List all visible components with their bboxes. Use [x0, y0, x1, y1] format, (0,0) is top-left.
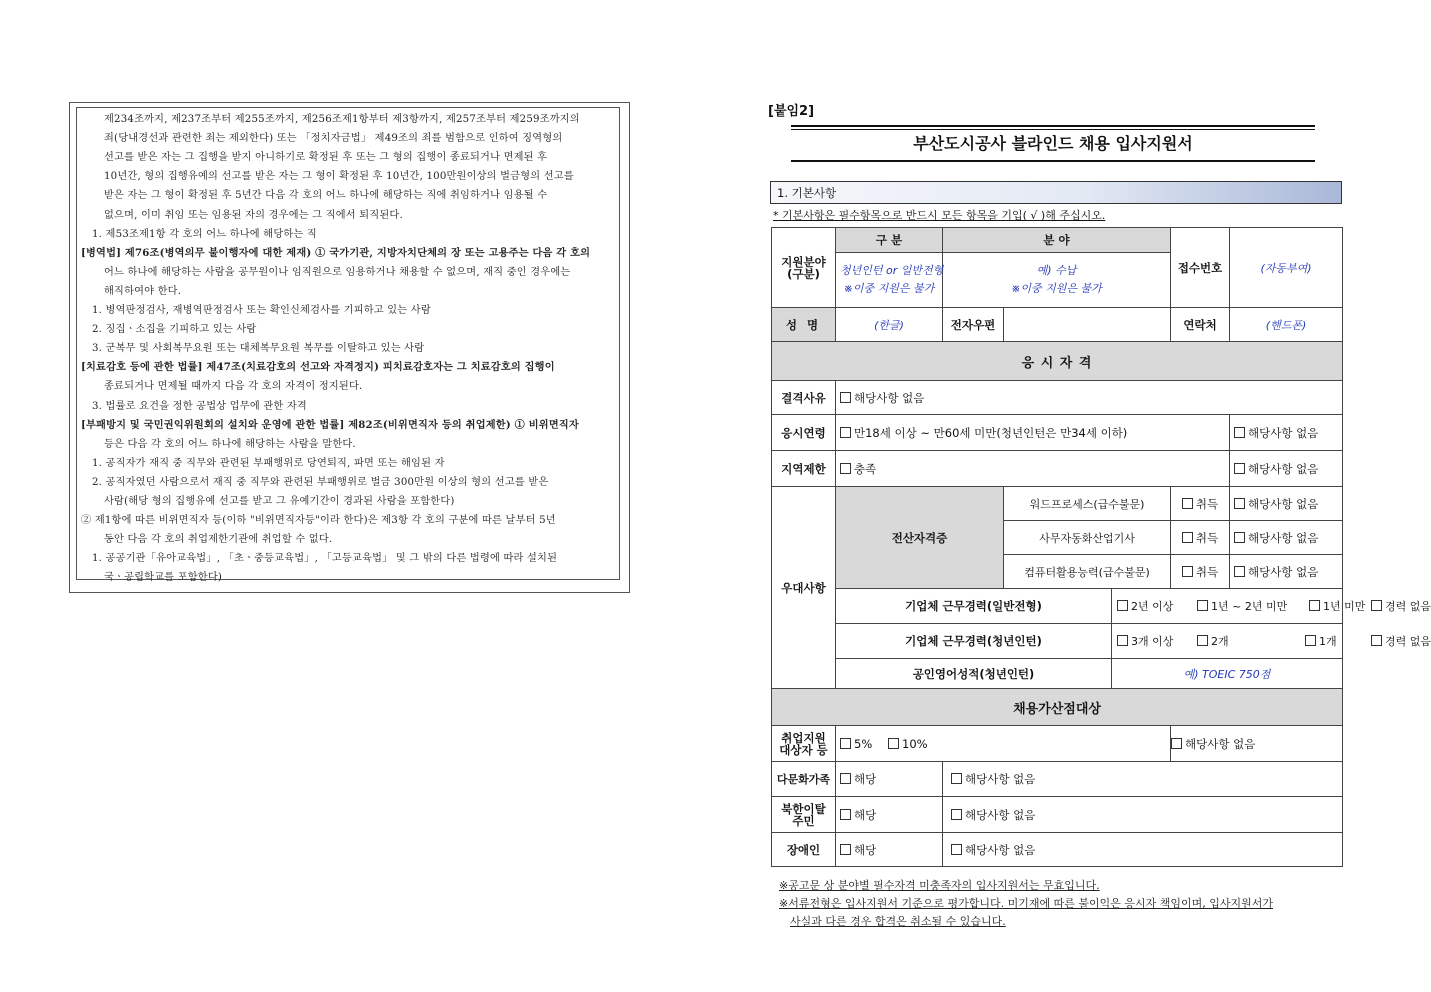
checkbox[interactable] — [840, 844, 851, 855]
checkbox[interactable] — [840, 392, 851, 403]
legal-text-line: 죄(당내경선과 관련한 죄는 제외한다) 또는 「정치자금법」 제49조의 죄를 범함으로 인하여 징역형의 — [104, 133, 563, 145]
legal-text-line: 10년간, 형의 집행유예의 선고를 받은 자는 그 형이 확정된 후 10년간, 100만원이상의 벌금형의 선고를 — [104, 171, 574, 183]
checkbox[interactable] — [1197, 635, 1208, 646]
phone-field[interactable]: (핸드폰) — [1230, 308, 1343, 342]
application-form-table — [771, 227, 1431, 867]
checkbox[interactable] — [840, 809, 851, 820]
support-field-label: 지원분야 (구분) — [772, 228, 836, 308]
age-none-option[interactable]: 해당사항 없음 — [1230, 415, 1343, 451]
legal-text-line: 3. 법률로 요건을 정한 공법상 업무에 관한 자격 — [92, 400, 307, 412]
employment-none-option[interactable]: 해당사항 없음 — [1171, 726, 1343, 762]
checkbox[interactable] — [888, 738, 899, 749]
checkbox[interactable] — [951, 844, 962, 855]
col-header-bunya: 분 야 — [943, 228, 1171, 253]
name-label: 성 명 — [772, 308, 836, 342]
footnote: ※서류전형은 입사지원서 기준으로 평가합니다. 미기재에 따른 불이익은 응시자 책임이며, 입사지원서가 — [779, 897, 1273, 910]
legal-text-line: [부패방지 및 국민권익위원회의 설치와 운영에 관한 법률] 제82조(비위면직자 등의 취업제한) ① 비위면직자 — [81, 418, 579, 431]
email-field[interactable] — [1004, 308, 1171, 342]
checkbox[interactable] — [1197, 600, 1208, 611]
legal-text-line: 사람(해당 형의 집행유예 선고를 받고 그 유예기간이 경과된 사람을 포함한다) — [104, 496, 455, 507]
career-option[interactable]: 1년 미만 — [1309, 598, 1371, 614]
career-option[interactable]: 2개 — [1197, 633, 1305, 649]
cert-name: 컴퓨터활용능력(급수불문) — [1004, 555, 1171, 589]
career-option[interactable]: 경력 없음 — [1371, 635, 1431, 648]
multicultural-none-option[interactable]: 해당사항 없음 — [943, 762, 1343, 797]
footnote: 사실과 다른 경우 합격은 취소될 수 있습니다. — [790, 915, 1006, 928]
receipt-number-value: (자동부여) — [1230, 228, 1343, 308]
career-option[interactable]: 경력 없음 — [1371, 600, 1431, 613]
legal-text-line: 받은 자는 그 형이 확정된 후 5년간 다음 각 호의 어느 하나에 해당하는 직에 취임하거나 임용될 수 — [104, 190, 548, 202]
career-intern-label: 기업체 근무경력(청년인턴) — [836, 624, 1112, 659]
multicultural-option[interactable]: 해당 — [836, 762, 943, 797]
defector-label: 북한이탈 주민 — [772, 797, 836, 833]
cert-name: 사무자동화산업기사 — [1004, 521, 1171, 555]
disabled-label: 장애인 — [772, 833, 836, 867]
legal-text-line: 1. 제53조제1항 각 호의 어느 하나에 해당하는 직 — [92, 228, 317, 240]
legal-text-line: 제234조까지, 제237조부터 제255조까지, 제256조제1항부터 제3항까지, 제257조부터 제259조까지의 — [104, 114, 580, 125]
career-option[interactable]: 1년 ~ 2년 미만 — [1197, 598, 1309, 614]
checkbox[interactable] — [840, 427, 851, 438]
checkbox[interactable] — [840, 773, 851, 784]
legal-text-line: 없으며, 이미 취임 또는 임용된 자의 경우에는 그 직에서 퇴직된다. — [104, 209, 403, 221]
disabled-none-option[interactable]: 해당사항 없음 — [943, 833, 1343, 867]
disqualify-label: 결격사유 — [772, 381, 836, 415]
checkbox[interactable] — [1305, 635, 1316, 646]
gubun-value-field[interactable]: 청년인턴 or 일반전형 ※이중 지원은 불가 — [836, 253, 943, 308]
legal-text-line: 2. 공직자였던 사람으로서 재직 중 직무와 관련된 부패행위로 벌금 300만원 이상의 형의 선고를 받은 — [92, 476, 549, 488]
receipt-number-label: 접수번호 — [1171, 228, 1230, 308]
cert-acquired-option[interactable]: 취득 — [1171, 521, 1230, 555]
legal-text-frame — [69, 102, 630, 593]
age-option[interactable]: 만18세 이상 ~ 만60세 미만(청년인턴은 만34세 이하) — [836, 415, 1230, 451]
region-label: 지역제한 — [772, 451, 836, 487]
legal-text-line: [치료감호 등에 관한 법률] 제47조(치료감호의 선고와 자격정지) 피치료감호자는 그 치료감호의 집행이 — [81, 361, 555, 374]
instruction-text: * 기본사항은 필수항목으로 반드시 모든 항목을 기입( √ )해 주십시오. — [773, 209, 1106, 222]
legal-text-line: 선고를 받은 자는 그 집행을 받지 아니하기로 확정된 후 또는 그 형의 집행이 종료되거나 면제된 후 — [104, 152, 548, 164]
checkbox[interactable] — [1371, 635, 1382, 646]
checkbox[interactable] — [951, 809, 962, 820]
legal-text-line: 종료되거나 면제될 때까지 다음 각 호의 자격이 정지된다. — [104, 381, 363, 393]
checkbox[interactable] — [1371, 600, 1382, 611]
cert-name: 워드프로세스(급수불문) — [1004, 487, 1171, 521]
age-label: 응시연령 — [772, 415, 836, 451]
legal-text-line: 1. 병역판정검사, 재병역판정검사 또는 확인신체검사를 기피하고 있는 사람 — [92, 305, 431, 316]
checkbox[interactable] — [1234, 566, 1245, 577]
bonus-option[interactable]: 10% — [888, 737, 928, 751]
name-field[interactable]: (한글) — [836, 308, 943, 342]
checkbox[interactable] — [1182, 532, 1193, 543]
employment-support-label: 취업지원 대상자 등 — [772, 726, 836, 762]
title-rule-bottom — [791, 160, 1315, 162]
legal-text-line: 2. 징집ㆍ소집을 기피하고 있는 사람 — [92, 324, 257, 336]
computer-cert-label: 전산자격증 — [836, 487, 1004, 589]
checkbox[interactable] — [1234, 498, 1245, 509]
defector-none-option[interactable]: 해당사항 없음 — [943, 797, 1343, 833]
employment-support-options — [836, 726, 1171, 762]
bunya-value-field[interactable]: 예) 수납 ※이중 지원은 불가 — [943, 253, 1171, 308]
career-option[interactable]: 2년 이상 — [1117, 598, 1197, 614]
checkbox[interactable] — [1117, 635, 1128, 646]
disabled-option[interactable]: 해당 — [836, 833, 943, 867]
region-none-option[interactable]: 해당사항 없음 — [1230, 451, 1343, 487]
career-option[interactable]: 3개 이상 — [1117, 633, 1197, 649]
attachment-label: [붙임2] — [768, 104, 815, 119]
checkbox[interactable] — [1117, 600, 1128, 611]
career-option[interactable]: 1개 — [1305, 633, 1371, 649]
col-header-gubun: 구 분 — [836, 228, 943, 253]
defector-option[interactable]: 해당 — [836, 797, 943, 833]
checkbox[interactable] — [951, 773, 962, 784]
legal-text-line: 국ㆍ공립학교를 포함한다) — [104, 572, 223, 584]
section-basic-info-bar: 1. 기본사항 — [770, 181, 1342, 204]
cert-acquired-option[interactable]: 취득 — [1171, 487, 1230, 521]
title-rule-top-thin — [791, 129, 1315, 130]
cert-none-option[interactable]: 해당사항 없음 — [1230, 555, 1343, 589]
cert-none-option[interactable]: 해당사항 없음 — [1230, 521, 1343, 555]
legal-text-line: 해직하여야 한다. — [104, 285, 182, 297]
checkbox[interactable] — [1234, 532, 1245, 543]
cert-none-option[interactable]: 해당사항 없음 — [1230, 487, 1343, 521]
career-general-options — [1112, 589, 1431, 624]
document-title: 부산도시공사 블라인드 채용 입사지원서 — [913, 134, 1193, 153]
career-general-label: 기업체 근무경력(일반전형) — [836, 589, 1112, 624]
career-intern-options — [1112, 624, 1431, 659]
title-rule-top — [791, 125, 1315, 127]
checkbox[interactable] — [840, 738, 851, 749]
checkbox[interactable] — [1171, 738, 1182, 749]
phone-label: 연락처 — [1171, 308, 1230, 342]
legal-text-line: [병역법] 제76조(병역의무 불이행자에 대한 제재) ① 국가기관, 지방자치단체의 장 또는 고용주는 다음 각 호의 — [81, 246, 591, 259]
checkbox[interactable] — [1234, 427, 1245, 438]
legal-text-line: 동안 다음 각 호의 취업제한기관에 취업할 수 없다. — [104, 534, 333, 546]
legal-text-line: 1. 공공기관「유아교육법」, 「초ㆍ중등교육법」, 「고등교육법」 및 그 밖의 다른 법령에 따라 설치된 — [92, 553, 558, 565]
checkbox[interactable] — [1182, 566, 1193, 577]
region-option[interactable]: 충족 — [836, 451, 1230, 487]
bonus-option[interactable]: 5% — [840, 737, 888, 751]
qualification-header: 응 시 자 격 — [772, 342, 1343, 381]
email-label: 전자우편 — [943, 308, 1004, 342]
footnote: ※공고문 상 분야별 필수자격 미충족자의 입사지원서는 무효입니다. — [779, 879, 1100, 892]
legal-text-line: 어느 하나에 해당하는 사람을 공무원이나 임직원으로 임용하거나 채용할 수 없으며, 재직 중인 경우에는 — [104, 266, 571, 278]
legal-text-line: 1. 공직자가 재직 중 직무와 관련된 부패행위로 당연퇴직, 파면 또는 해임된 자 — [92, 457, 445, 469]
english-score-label: 공인영어성적(청년인턴) — [836, 659, 1112, 689]
english-score-field[interactable]: 예) TOEIC 750점 — [1112, 659, 1343, 689]
preference-label: 우대사항 — [772, 487, 836, 689]
legal-text-line: 등은 다음 각 호의 어느 하나에 해당하는 사람을 말한다. — [104, 438, 356, 450]
legal-text-line: ② 제1항에 따른 비위면직자 등(이하 "비위면직자등"이라 한다)은 제3항 각 호의 구분에 따른 날부터 5년 — [81, 515, 556, 527]
cert-acquired-option[interactable]: 취득 — [1171, 555, 1230, 589]
checkbox[interactable] — [1309, 600, 1320, 611]
checkbox[interactable] — [1182, 498, 1193, 509]
legal-text-line: 3. 군복무 및 사회복무요원 또는 대체복무요원 복무를 이탈하고 있는 사람 — [92, 343, 425, 355]
multicultural-label: 다문화가족 — [772, 762, 836, 797]
checkbox[interactable] — [1234, 463, 1245, 474]
legal-text-body — [76, 107, 620, 584]
bonus-header: 채용가산점대상 — [772, 689, 1343, 726]
checkbox[interactable] — [840, 463, 851, 474]
disqualify-option[interactable]: 해당사항 없음 — [836, 381, 1343, 415]
